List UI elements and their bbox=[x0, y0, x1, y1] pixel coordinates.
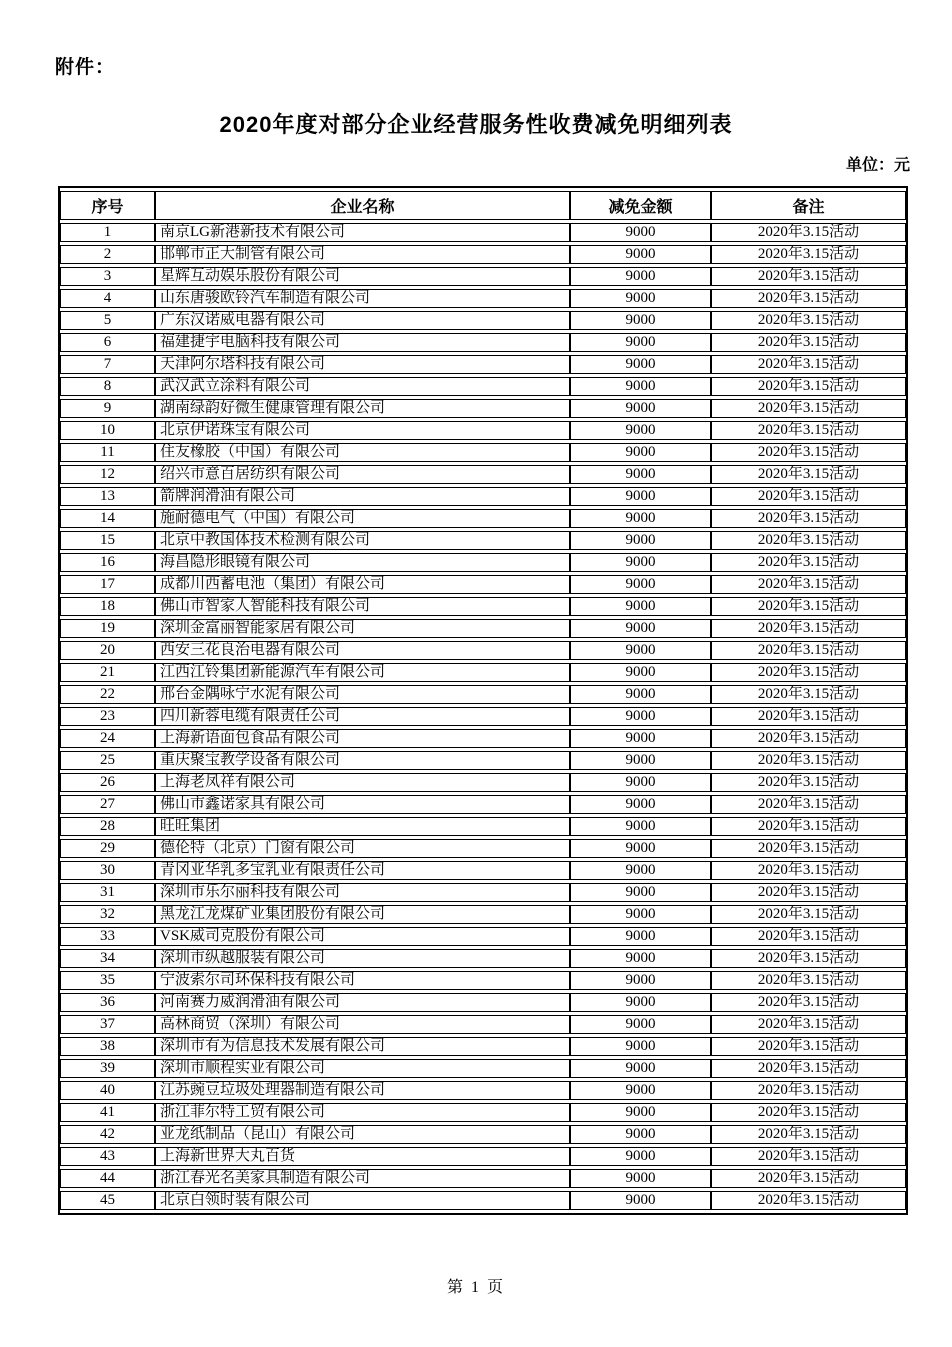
reduction-amount: 9000 bbox=[570, 289, 711, 308]
reduction-amount: 9000 bbox=[570, 575, 711, 594]
company-name: 亚龙纸制品（昆山）有限公司 bbox=[155, 1125, 570, 1144]
reduction-amount: 9000 bbox=[570, 1081, 711, 1100]
reduction-amount: 9000 bbox=[570, 685, 711, 704]
remark: 2020年3.15活动 bbox=[711, 861, 906, 880]
table-row bbox=[60, 355, 906, 374]
company-name: 西安三花良治电器有限公司 bbox=[155, 641, 570, 660]
row-number: 16 bbox=[60, 553, 155, 572]
table-header-row bbox=[60, 191, 906, 220]
reduction-amount: 9000 bbox=[570, 641, 711, 660]
row-number: 11 bbox=[60, 443, 155, 462]
remark: 2020年3.15活动 bbox=[711, 685, 906, 704]
reduction-amount: 9000 bbox=[570, 487, 711, 506]
row-number: 33 bbox=[60, 927, 155, 946]
row-number: 7 bbox=[60, 355, 155, 374]
table-row bbox=[60, 861, 906, 880]
remark: 2020年3.15活动 bbox=[711, 751, 906, 770]
remark: 2020年3.15活动 bbox=[711, 1059, 906, 1078]
reduction-amount: 9000 bbox=[570, 1191, 711, 1210]
row-number: 13 bbox=[60, 487, 155, 506]
header-serial-number: 序号 bbox=[60, 191, 155, 220]
remark: 2020年3.15活动 bbox=[711, 949, 906, 968]
remark: 2020年3.15活动 bbox=[711, 399, 906, 418]
reduction-amount: 9000 bbox=[570, 1169, 711, 1188]
reduction-amount: 9000 bbox=[570, 597, 711, 616]
company-name: 广东汉诺威电器有限公司 bbox=[155, 311, 570, 330]
table-row bbox=[60, 531, 906, 550]
table-row bbox=[60, 663, 906, 682]
row-number: 42 bbox=[60, 1125, 155, 1144]
table-row bbox=[60, 641, 906, 660]
reduction-amount: 9000 bbox=[570, 1037, 711, 1056]
reduction-amount: 9000 bbox=[570, 729, 711, 748]
remark: 2020年3.15活动 bbox=[711, 311, 906, 330]
row-number: 22 bbox=[60, 685, 155, 704]
remark: 2020年3.15活动 bbox=[711, 443, 906, 462]
row-number: 27 bbox=[60, 795, 155, 814]
table-row bbox=[60, 421, 906, 440]
remark: 2020年3.15活动 bbox=[711, 1125, 906, 1144]
remark: 2020年3.15活动 bbox=[711, 619, 906, 638]
company-name: 青冈亚华乳多宝乳业有限责任公司 bbox=[155, 861, 570, 880]
remark: 2020年3.15活动 bbox=[711, 531, 906, 550]
header-reduction-amount: 减免金额 bbox=[570, 191, 711, 220]
reduction-amount: 9000 bbox=[570, 927, 711, 946]
row-number: 25 bbox=[60, 751, 155, 770]
company-name: 天津阿尔塔科技有限公司 bbox=[155, 355, 570, 374]
row-number: 43 bbox=[60, 1147, 155, 1166]
table-row bbox=[60, 223, 906, 242]
row-number: 4 bbox=[60, 289, 155, 308]
remark: 2020年3.15活动 bbox=[711, 333, 906, 352]
remark: 2020年3.15活动 bbox=[711, 795, 906, 814]
company-name: 上海新语面包食品有限公司 bbox=[155, 729, 570, 748]
table-row bbox=[60, 465, 906, 484]
header-company-name: 企业名称 bbox=[155, 191, 570, 220]
remark: 2020年3.15活动 bbox=[711, 597, 906, 616]
table-row bbox=[60, 839, 906, 858]
company-name: 浙江春光名美家具制造有限公司 bbox=[155, 1169, 570, 1188]
table-row bbox=[60, 575, 906, 594]
table-row bbox=[60, 707, 906, 726]
reduction-amount: 9000 bbox=[570, 443, 711, 462]
company-name: 邢台金隅咏宁水泥有限公司 bbox=[155, 685, 570, 704]
table-row bbox=[60, 729, 906, 748]
reduction-amount: 9000 bbox=[570, 1015, 711, 1034]
row-number: 3 bbox=[60, 267, 155, 286]
reduction-amount: 9000 bbox=[570, 663, 711, 682]
company-name: 山东唐骏欧铃汽车制造有限公司 bbox=[155, 289, 570, 308]
table-row bbox=[60, 1191, 906, 1210]
remark: 2020年3.15活动 bbox=[711, 663, 906, 682]
company-name: 湖南绿韵好微生健康管理有限公司 bbox=[155, 399, 570, 418]
company-name: 北京伊诺珠宝有限公司 bbox=[155, 421, 570, 440]
header-remark: 备注 bbox=[711, 191, 906, 220]
remark: 2020年3.15活动 bbox=[711, 905, 906, 924]
row-number: 34 bbox=[60, 949, 155, 968]
table-row bbox=[60, 399, 906, 418]
row-number: 8 bbox=[60, 377, 155, 396]
reduction-amount: 9000 bbox=[570, 333, 711, 352]
row-number: 38 bbox=[60, 1037, 155, 1056]
table-row bbox=[60, 795, 906, 814]
remark: 2020年3.15活动 bbox=[711, 971, 906, 990]
company-name: 深圳市乐尔丽科技有限公司 bbox=[155, 883, 570, 902]
reduction-amount: 9000 bbox=[570, 883, 711, 902]
table-row bbox=[60, 1125, 906, 1144]
table-row bbox=[60, 267, 906, 286]
row-number: 23 bbox=[60, 707, 155, 726]
row-number: 5 bbox=[60, 311, 155, 330]
page-title: 2020年度对部分企业经营服务性收费减免明细列表 bbox=[219, 112, 733, 137]
reduction-amount: 9000 bbox=[570, 245, 711, 264]
table-row bbox=[60, 377, 906, 396]
row-number: 30 bbox=[60, 861, 155, 880]
remark: 2020年3.15活动 bbox=[711, 575, 906, 594]
table-row bbox=[60, 443, 906, 462]
company-name: 住友橡胶（中国）有限公司 bbox=[155, 443, 570, 462]
row-number: 24 bbox=[60, 729, 155, 748]
company-name: 深圳金富丽智能家居有限公司 bbox=[155, 619, 570, 638]
company-name: VSK威司克股份有限公司 bbox=[155, 927, 570, 946]
company-name: 宁波索尔司环保科技有限公司 bbox=[155, 971, 570, 990]
row-number: 29 bbox=[60, 839, 155, 858]
reduction-amount: 9000 bbox=[570, 1125, 711, 1144]
row-number: 10 bbox=[60, 421, 155, 440]
reduction-amount: 9000 bbox=[570, 773, 711, 792]
remark: 2020年3.15活动 bbox=[711, 487, 906, 506]
table-row bbox=[60, 311, 906, 330]
remark: 2020年3.15活动 bbox=[711, 883, 906, 902]
company-name: 海昌隐形眼镜有限公司 bbox=[155, 553, 570, 572]
row-number: 19 bbox=[60, 619, 155, 638]
company-name: 浙江菲尔特工贸有限公司 bbox=[155, 1103, 570, 1122]
reduction-amount: 9000 bbox=[570, 751, 711, 770]
table-row bbox=[60, 817, 906, 836]
company-name: 上海新世界大丸百货 bbox=[155, 1147, 570, 1166]
page-number: 第 1 页 bbox=[446, 1279, 505, 1296]
row-number: 15 bbox=[60, 531, 155, 550]
row-number: 44 bbox=[60, 1169, 155, 1188]
remark: 2020年3.15活动 bbox=[711, 355, 906, 374]
remark: 2020年3.15活动 bbox=[711, 1037, 906, 1056]
row-number: 40 bbox=[60, 1081, 155, 1100]
remark: 2020年3.15活动 bbox=[711, 223, 906, 242]
row-number: 17 bbox=[60, 575, 155, 594]
company-name: 旺旺集团 bbox=[155, 817, 570, 836]
reduction-amount: 9000 bbox=[570, 795, 711, 814]
remark: 2020年3.15活动 bbox=[711, 1081, 906, 1100]
reduction-amount: 9000 bbox=[570, 223, 711, 242]
table-row bbox=[60, 1081, 906, 1100]
row-number: 1 bbox=[60, 223, 155, 242]
remark: 2020年3.15活动 bbox=[711, 465, 906, 484]
table-row bbox=[60, 1169, 906, 1188]
reduction-amount: 9000 bbox=[570, 817, 711, 836]
company-name: 北京白领时装有限公司 bbox=[155, 1191, 570, 1210]
company-name: 北京中教国体技术检测有限公司 bbox=[155, 531, 570, 550]
remark: 2020年3.15活动 bbox=[711, 773, 906, 792]
company-name: 江西江铃集团新能源汽车有限公司 bbox=[155, 663, 570, 682]
company-name: 施耐德电气（中国）有限公司 bbox=[155, 509, 570, 528]
reduction-amount: 9000 bbox=[570, 553, 711, 572]
row-number: 2 bbox=[60, 245, 155, 264]
table-row bbox=[60, 971, 906, 990]
fee-reduction-table bbox=[58, 186, 908, 1215]
reduction-amount: 9000 bbox=[570, 509, 711, 528]
row-number: 18 bbox=[60, 597, 155, 616]
table-body bbox=[60, 223, 906, 1210]
row-number: 26 bbox=[60, 773, 155, 792]
remark: 2020年3.15活动 bbox=[711, 729, 906, 748]
row-number: 6 bbox=[60, 333, 155, 352]
table-row bbox=[60, 751, 906, 770]
table-row bbox=[60, 1147, 906, 1166]
company-name: 邯郸市正大制管有限公司 bbox=[155, 245, 570, 264]
reduction-amount: 9000 bbox=[570, 355, 711, 374]
row-number: 14 bbox=[60, 509, 155, 528]
table-row bbox=[60, 1015, 906, 1034]
table-row bbox=[60, 883, 906, 902]
remark: 2020年3.15活动 bbox=[711, 267, 906, 286]
reduction-amount: 9000 bbox=[570, 1147, 711, 1166]
row-number: 45 bbox=[60, 1191, 155, 1210]
company-name: 佛山市鑫诺家具有限公司 bbox=[155, 795, 570, 814]
table-row bbox=[60, 245, 906, 264]
remark: 2020年3.15活动 bbox=[711, 641, 906, 660]
reduction-amount: 9000 bbox=[570, 267, 711, 286]
company-name: 黑龙江龙煤矿业集团股份有限公司 bbox=[155, 905, 570, 924]
company-name: 德伦特（北京）门窗有限公司 bbox=[155, 839, 570, 858]
table-row bbox=[60, 773, 906, 792]
table-row bbox=[60, 333, 906, 352]
company-name: 深圳市有为信息技术发展有限公司 bbox=[155, 1037, 570, 1056]
company-name: 星辉互动娱乐股份有限公司 bbox=[155, 267, 570, 286]
table-row bbox=[60, 619, 906, 638]
reduction-amount: 9000 bbox=[570, 1103, 711, 1122]
remark: 2020年3.15活动 bbox=[711, 245, 906, 264]
remark: 2020年3.15活动 bbox=[711, 839, 906, 858]
row-number: 9 bbox=[60, 399, 155, 418]
remark: 2020年3.15活动 bbox=[711, 1169, 906, 1188]
remark: 2020年3.15活动 bbox=[711, 553, 906, 572]
reduction-amount: 9000 bbox=[570, 949, 711, 968]
table-row bbox=[60, 597, 906, 616]
row-number: 21 bbox=[60, 663, 155, 682]
company-name: 江苏豌豆垃圾处理器制造有限公司 bbox=[155, 1081, 570, 1100]
table-row bbox=[60, 509, 906, 528]
reduction-amount: 9000 bbox=[570, 531, 711, 550]
reduction-amount: 9000 bbox=[570, 839, 711, 858]
company-name: 深圳市顺程实业有限公司 bbox=[155, 1059, 570, 1078]
reduction-amount: 9000 bbox=[570, 905, 711, 924]
reduction-amount: 9000 bbox=[570, 377, 711, 396]
table-row bbox=[60, 685, 906, 704]
company-name: 高林商贸（深圳）有限公司 bbox=[155, 1015, 570, 1034]
remark: 2020年3.15活动 bbox=[711, 509, 906, 528]
table-row bbox=[60, 993, 906, 1012]
reduction-amount: 9000 bbox=[570, 619, 711, 638]
table-row bbox=[60, 553, 906, 572]
reduction-amount: 9000 bbox=[570, 861, 711, 880]
row-number: 12 bbox=[60, 465, 155, 484]
row-number: 37 bbox=[60, 1015, 155, 1034]
company-name: 重庆聚宝教学设备有限公司 bbox=[155, 751, 570, 770]
company-name: 四川新蓉电缆有限责任公司 bbox=[155, 707, 570, 726]
row-number: 39 bbox=[60, 1059, 155, 1078]
table-row bbox=[60, 949, 906, 968]
row-number: 31 bbox=[60, 883, 155, 902]
remark: 2020年3.15活动 bbox=[711, 1147, 906, 1166]
reduction-amount: 9000 bbox=[570, 971, 711, 990]
unit-label: 单位：元 bbox=[845, 157, 910, 174]
table-row bbox=[60, 1103, 906, 1122]
remark: 2020年3.15活动 bbox=[711, 993, 906, 1012]
reduction-amount: 9000 bbox=[570, 707, 711, 726]
table-row bbox=[60, 927, 906, 946]
table-row bbox=[60, 1059, 906, 1078]
reduction-amount: 9000 bbox=[570, 465, 711, 484]
company-name: 南京LG新港新技术有限公司 bbox=[155, 223, 570, 242]
company-name: 成都川西蓄电池（集团）有限公司 bbox=[155, 575, 570, 594]
company-name: 绍兴市意百居纺织有限公司 bbox=[155, 465, 570, 484]
reduction-amount: 9000 bbox=[570, 399, 711, 418]
remark: 2020年3.15活动 bbox=[711, 421, 906, 440]
table-row bbox=[60, 289, 906, 308]
company-name: 佛山市智家人智能科技有限公司 bbox=[155, 597, 570, 616]
row-number: 35 bbox=[60, 971, 155, 990]
table-row bbox=[60, 905, 906, 924]
company-name: 福建捷宇电脑科技有限公司 bbox=[155, 333, 570, 352]
remark: 2020年3.15活动 bbox=[711, 377, 906, 396]
row-number: 28 bbox=[60, 817, 155, 836]
company-name: 河南赛力威润滑油有限公司 bbox=[155, 993, 570, 1012]
company-name: 深圳市纵越服装有限公司 bbox=[155, 949, 570, 968]
remark: 2020年3.15活动 bbox=[711, 1015, 906, 1034]
attachment-label: 附件： bbox=[55, 57, 116, 78]
company-name: 武汉武立涂料有限公司 bbox=[155, 377, 570, 396]
row-number: 36 bbox=[60, 993, 155, 1012]
remark: 2020年3.15活动 bbox=[711, 707, 906, 726]
remark: 2020年3.15活动 bbox=[711, 1191, 906, 1210]
reduction-amount: 9000 bbox=[570, 421, 711, 440]
remark: 2020年3.15活动 bbox=[711, 817, 906, 836]
remark: 2020年3.15活动 bbox=[711, 1103, 906, 1122]
company-name: 箭牌润滑油有限公司 bbox=[155, 487, 570, 506]
table-row bbox=[60, 487, 906, 506]
row-number: 32 bbox=[60, 905, 155, 924]
company-name: 上海老凤祥有限公司 bbox=[155, 773, 570, 792]
remark: 2020年3.15活动 bbox=[711, 289, 906, 308]
row-number: 41 bbox=[60, 1103, 155, 1122]
row-number: 20 bbox=[60, 641, 155, 660]
reduction-amount: 9000 bbox=[570, 993, 711, 1012]
reduction-amount: 9000 bbox=[570, 311, 711, 330]
reduction-amount: 9000 bbox=[570, 1059, 711, 1078]
remark: 2020年3.15活动 bbox=[711, 927, 906, 946]
table-row bbox=[60, 1037, 906, 1056]
